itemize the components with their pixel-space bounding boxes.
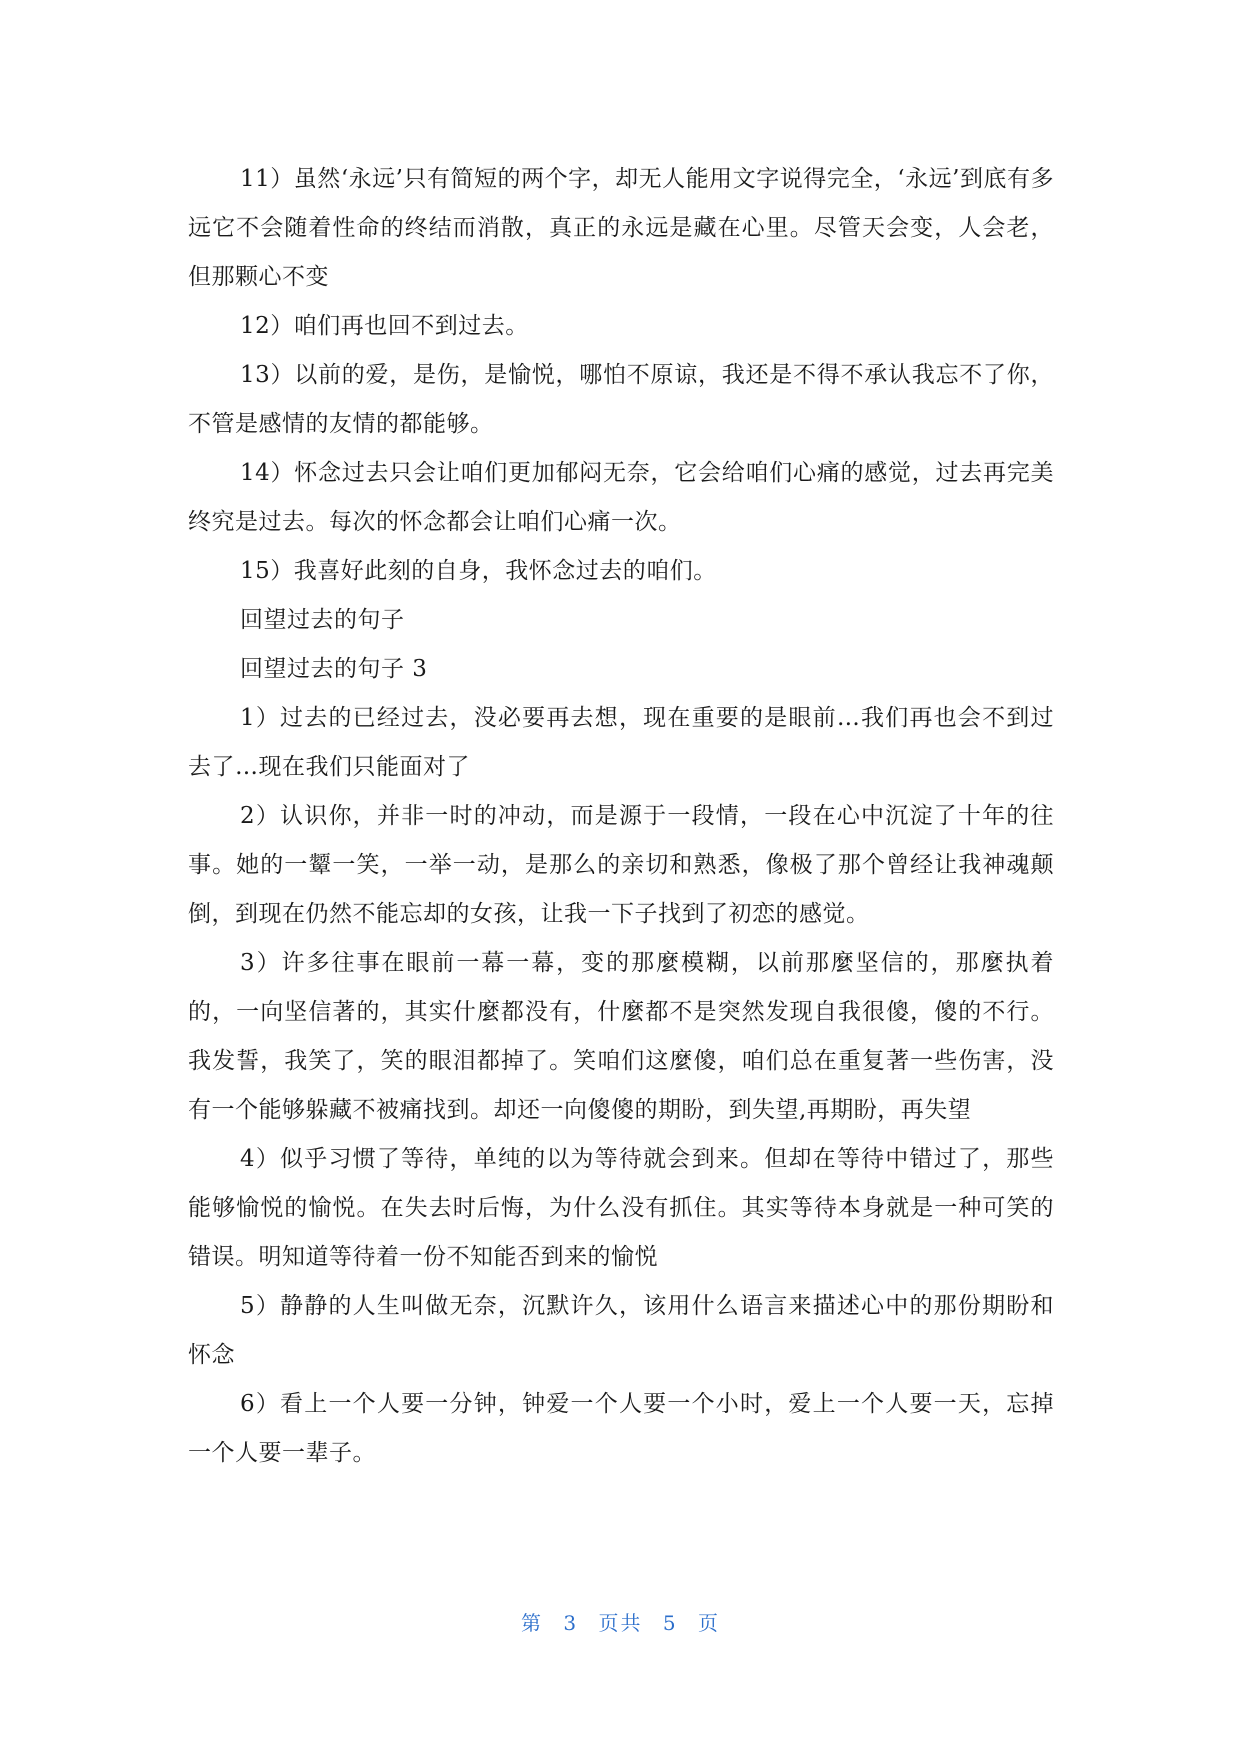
page-footer (0, 1607, 1241, 1636)
paragraph: 14）怀念过去只会让咱们更加郁闷无奈，它会给咱们心痛的感觉，过去再完美终究是过去。每次的怀念都会让咱们心痛一次。 (188, 460, 1054, 535)
current-page-number: 3 (563, 1611, 579, 1635)
footer-suffix: 页 (697, 1611, 720, 1635)
paragraph: 2）认识你，并非一时的冲动，而是源于一段情，一段在心中沉淀了十年的往事。她的一颦一笑，一举一动，是那么的亲切和熟悉，像极了那个曾经让我神魂颠倒，到现在仍然不能忘却的女孩，让我一下子找到了初恋的感觉。 (188, 803, 1054, 927)
paragraph: 1）过去的已经过去，没必要再去想，现在重要的是眼前…我们再也会不到过去了…现在我们只能面对了 (188, 705, 1054, 780)
footer-prefix: 第 (521, 1611, 544, 1635)
paragraph: 12）咱们再也回不到过去。 (240, 313, 529, 339)
paragraph: 13）以前的爱，是伤，是愉悦，哪怕不原谅，我还是不得不承认我忘不了你，不管是感情的友情的都能够。 (188, 362, 1054, 437)
paragraph: 5）静静的人生叫做无奈，沉默许久，该用什么语言来描述心中的那份期盼和怀念 (188, 1293, 1054, 1368)
section-heading: 回望过去的句子 3 (240, 656, 428, 682)
paragraph: 4）似乎习惯了等待，单纯的以为等待就会到来。但却在等待中错过了，那些能够愉悦的愉悦。在失去时后悔，为什么没有抓住。其实等待本身就是一种可笑的错误。明知道等待着一份不知能否到来的愉悦 (188, 1146, 1054, 1270)
paragraph: 6）看上一个人要一分钟，钟爱一个人要一个小时，爱上一个人要一天，忘掉一个人要一辈子。 (188, 1391, 1054, 1466)
footer-middle: 页共 (598, 1611, 643, 1635)
document-body (188, 155, 1054, 1478)
total-pages-number: 5 (662, 1611, 678, 1635)
paragraph: 15）我喜好此刻的自身，我怀念过去的咱们。 (240, 558, 717, 584)
paragraph: 3）许多往事在眼前一幕一幕，变的那麼模糊，以前那麼坚信的，那麼执着的，一向坚信著的，其实什麼都没有，什麼都不是突然发现自我很傻，傻的不行。我发誓，我笑了，笑的眼泪都掉了。笑咱们这麼傻，咱们总在重复著一些伤害，没有一个能够躲藏不被痛找到。却还一向傻傻的期盼，到失望,再期盼，再失望 (188, 950, 1054, 1123)
section-heading: 回望过去的句子 (240, 607, 405, 633)
paragraph: 11）虽然‘永远’只有简短的两个字，却无人能用文字说得完全，‘永远’到底有多远它不会随着性命的终结而消散，真正的永远是藏在心里。尽管天会变，人会老，但那颗心不变 (188, 166, 1054, 290)
